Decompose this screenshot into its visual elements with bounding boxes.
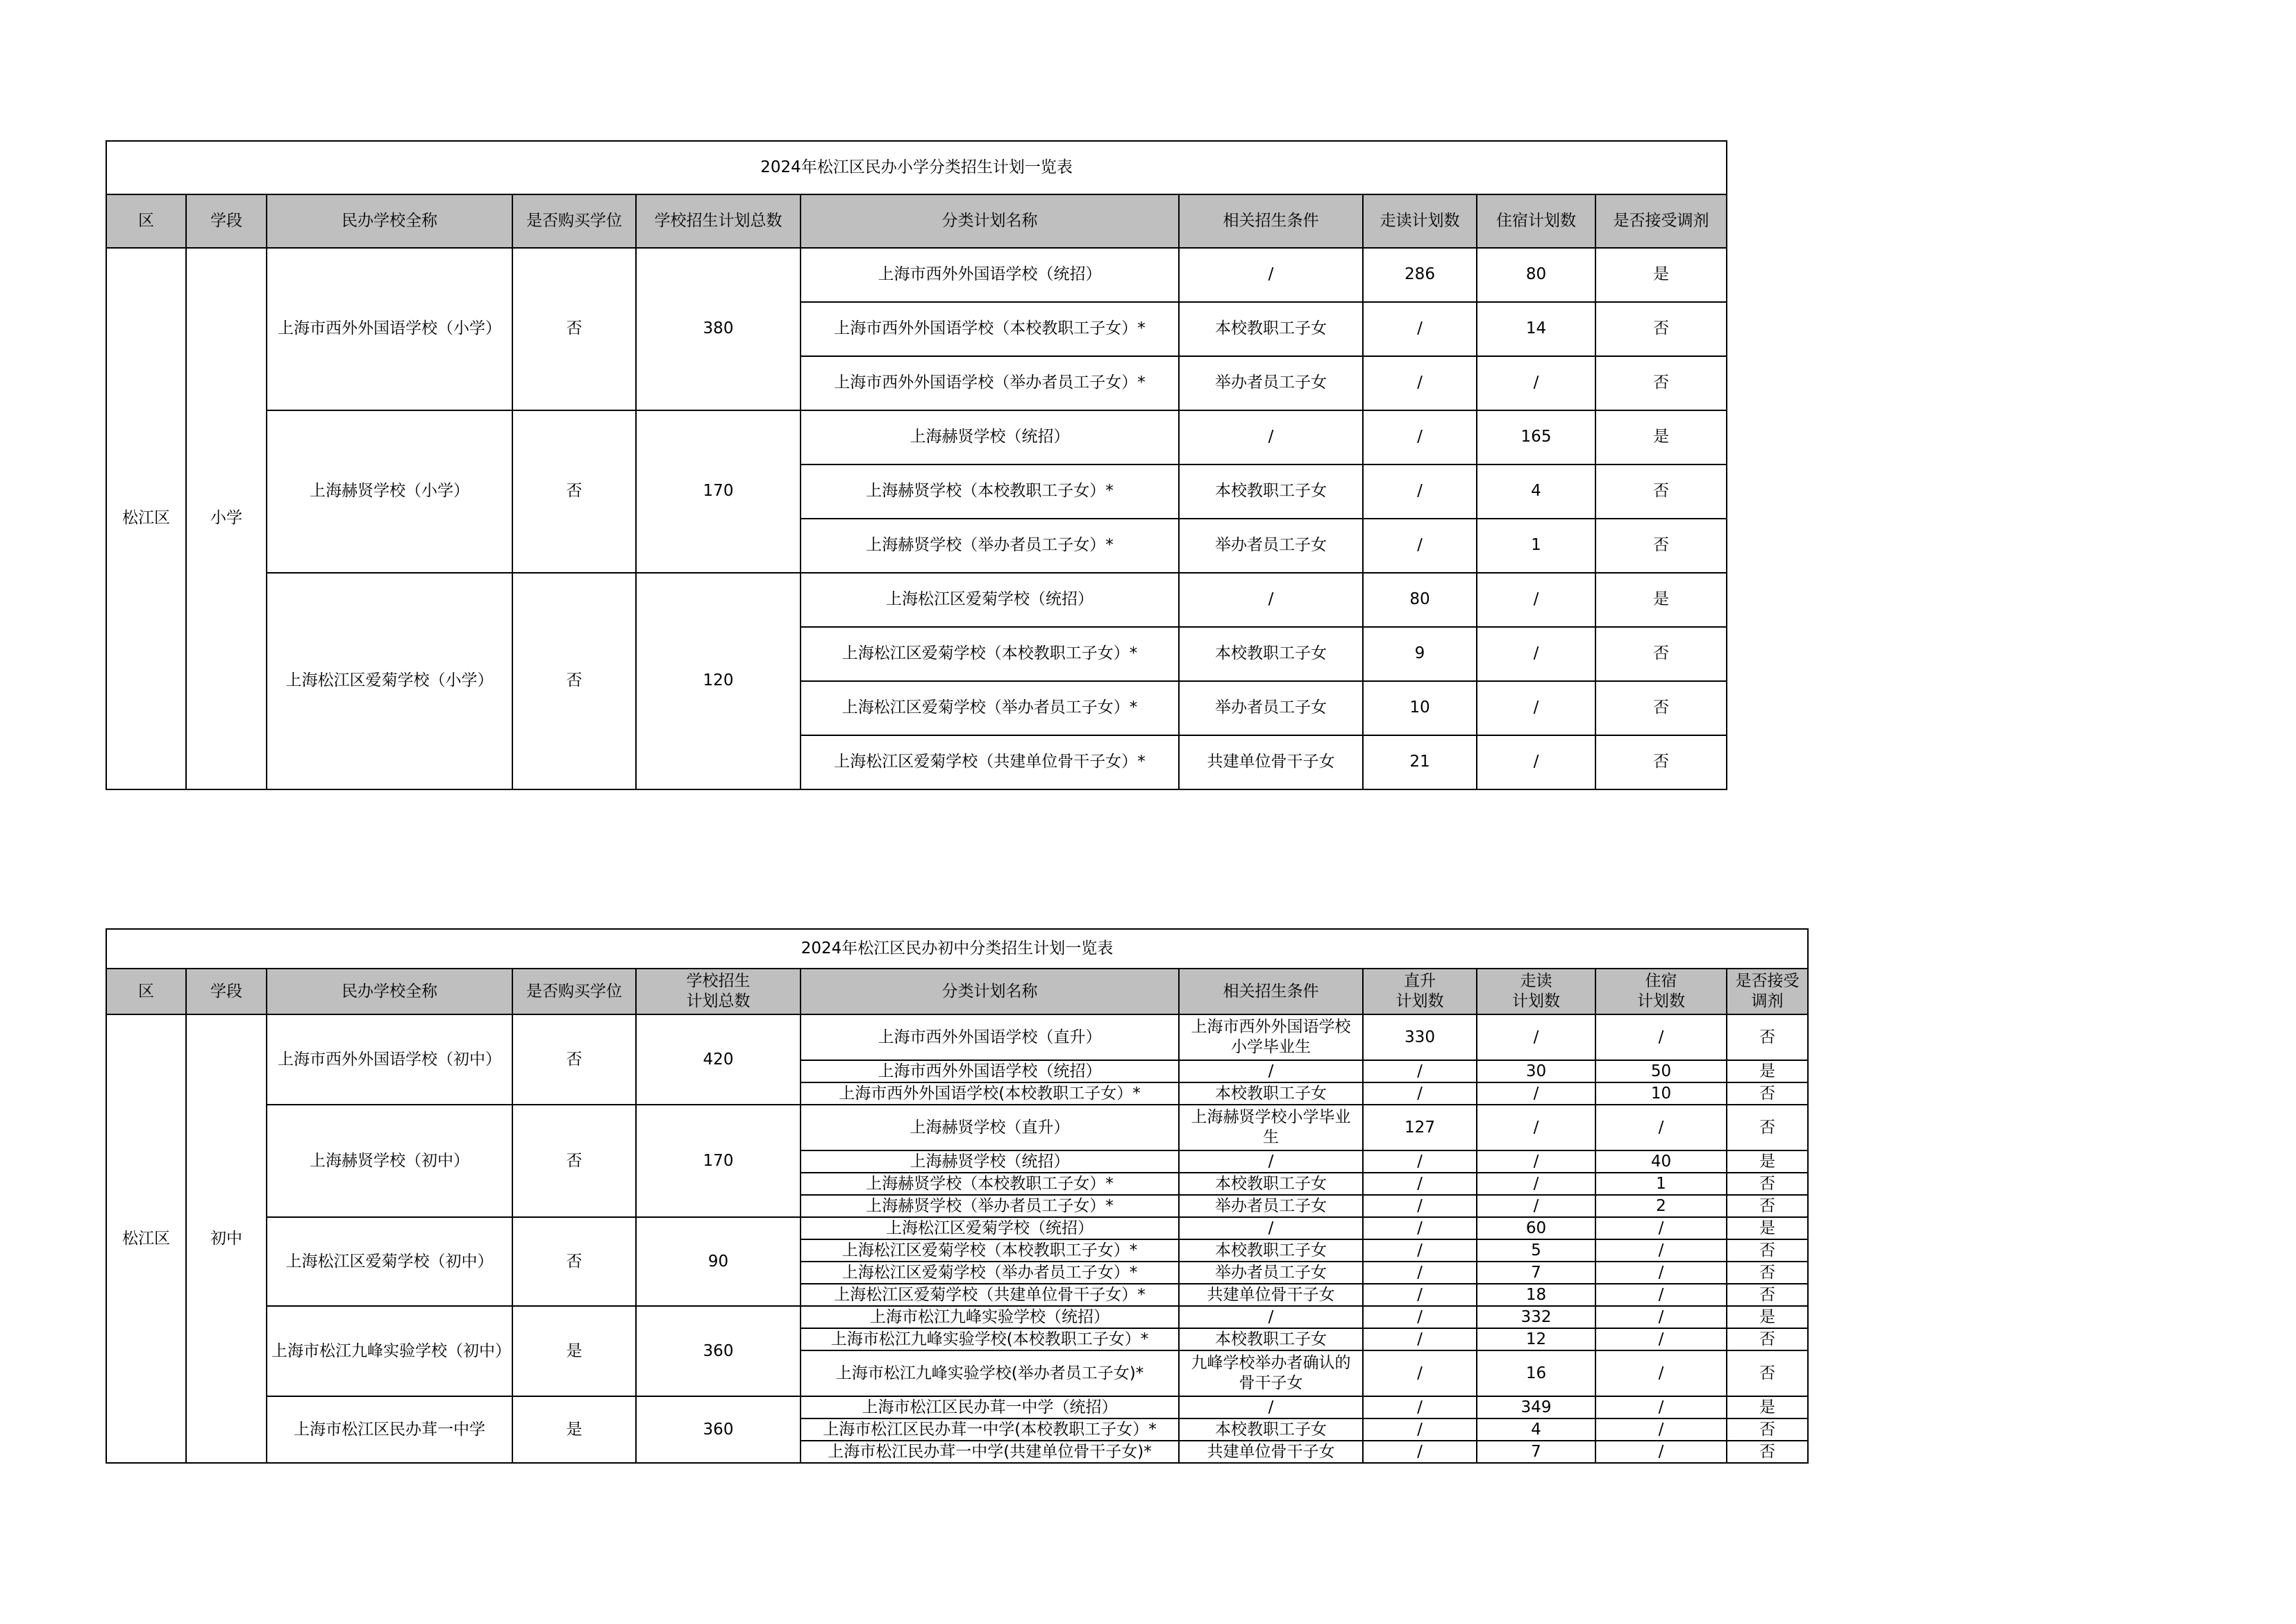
direct-plan-cell: / (1363, 1328, 1477, 1350)
adjust-cell: 否 (1727, 1239, 1808, 1262)
school-name-cell: 上海市西外外国语学校（小学） (267, 248, 512, 410)
boarding-plan-cell: / (1477, 573, 1595, 627)
column-header: 分类计划名称 (801, 194, 1179, 248)
plan-name-cell: 上海赫贤学校（举办者员工子女）* (801, 519, 1179, 573)
day-plan-cell: 10 (1363, 681, 1477, 735)
middle-plan-table (106, 928, 1809, 1464)
plan-name-cell: 上海赫贤学校（统招） (801, 410, 1179, 464)
condition-cell: / (1179, 1306, 1363, 1328)
condition-cell: 上海市西外外国语学校小学毕业生 (1179, 1014, 1363, 1060)
total-plan-cell: 120 (636, 573, 801, 789)
boarding-plan-cell: / (1595, 1418, 1727, 1441)
condition-cell: 本校教职工子女 (1179, 1239, 1363, 1262)
direct-plan-cell: / (1363, 1060, 1477, 1082)
table-row (106, 1306, 1808, 1328)
middle-header-row (106, 969, 1808, 1014)
school-name-cell: 上海市西外外国语学校（初中） (267, 1014, 512, 1105)
district-cell: 松江区 (106, 1014, 186, 1463)
column-header: 学校招生计划总数 (636, 194, 801, 248)
day-plan-cell: 5 (1477, 1239, 1595, 1262)
buy-seat-cell: 否 (512, 573, 636, 789)
condition-cell: 共建单位骨干子女 (1179, 735, 1363, 789)
direct-plan-cell: / (1363, 1239, 1477, 1262)
adjust-cell: 否 (1727, 1418, 1808, 1441)
boarding-plan-cell: / (1595, 1396, 1727, 1418)
adjust-cell: 否 (1595, 356, 1727, 410)
plan-name-cell: 上海松江区爱菊学校（统招） (801, 573, 1179, 627)
adjust-cell: 是 (1727, 1060, 1808, 1082)
plan-name-cell: 上海市西外外国语学校（统招） (801, 1060, 1179, 1082)
direct-plan-cell: / (1363, 1217, 1477, 1239)
adjust-cell: 是 (1727, 1306, 1808, 1328)
day-plan-cell: / (1363, 519, 1477, 573)
day-plan-cell: / (1363, 356, 1477, 410)
buy-seat-cell: 是 (512, 1306, 636, 1396)
primary-plan-table (106, 140, 1727, 790)
plan-name-cell: 上海市西外外国语学校（本校教职工子女）* (801, 302, 1179, 356)
day-plan-cell: / (1477, 1014, 1595, 1060)
district-cell: 松江区 (106, 248, 186, 789)
column-header: 住宿计划数 (1477, 194, 1595, 248)
buy-seat-cell: 否 (512, 1014, 636, 1105)
day-plan-cell: / (1477, 1082, 1595, 1105)
middle-table-title: 2024年松江区民办初中分类招生计划一览表 (106, 929, 1808, 969)
boarding-plan-cell: / (1595, 1350, 1727, 1396)
direct-plan-cell: / (1363, 1150, 1477, 1173)
adjust-cell: 否 (1595, 464, 1727, 519)
direct-plan-cell: / (1363, 1262, 1477, 1284)
day-plan-cell: 4 (1477, 1418, 1595, 1441)
adjust-cell: 否 (1595, 735, 1727, 789)
condition-cell: / (1179, 410, 1363, 464)
condition-cell: 举办者员工子女 (1179, 1262, 1363, 1284)
direct-plan-cell: / (1363, 1195, 1477, 1217)
boarding-plan-cell: / (1477, 681, 1595, 735)
table-row (106, 1396, 1808, 1418)
boarding-plan-cell: 40 (1595, 1150, 1727, 1173)
boarding-plan-cell: / (1477, 627, 1595, 681)
day-plan-cell: / (1363, 302, 1477, 356)
buy-seat-cell: 是 (512, 1396, 636, 1463)
adjust-cell: 是 (1595, 573, 1727, 627)
boarding-plan-cell: 10 (1595, 1082, 1727, 1105)
condition-cell: 本校教职工子女 (1179, 1328, 1363, 1350)
buy-seat-cell: 否 (512, 248, 636, 410)
column-header: 相关招生条件 (1179, 194, 1363, 248)
boarding-plan-cell: / (1595, 1239, 1727, 1262)
plan-name-cell: 上海市松江九峰实验学校(本校教职工子女）* (801, 1328, 1179, 1350)
plan-name-cell: 上海赫贤学校（举办者员工子女）* (801, 1195, 1179, 1217)
column-header: 住宿 计划数 (1595, 969, 1727, 1014)
condition-cell: 本校教职工子女 (1179, 464, 1363, 519)
adjust-cell: 否 (1595, 681, 1727, 735)
school-name-cell: 上海松江区爱菊学校（小学） (267, 573, 512, 789)
boarding-plan-cell: / (1595, 1105, 1727, 1150)
boarding-plan-cell: / (1595, 1014, 1727, 1060)
plan-name-cell: 上海市西外外国语学校（直升） (801, 1014, 1179, 1060)
direct-plan-cell: / (1363, 1173, 1477, 1195)
condition-cell: 举办者员工子女 (1179, 519, 1363, 573)
condition-cell: / (1179, 1060, 1363, 1082)
adjust-cell: 是 (1595, 410, 1727, 464)
plan-name-cell: 上海松江区爱菊学校（本校教职工子女）* (801, 1239, 1179, 1262)
direct-plan-cell: / (1363, 1418, 1477, 1441)
column-header: 民办学校全称 (267, 194, 512, 248)
adjust-cell: 否 (1727, 1173, 1808, 1195)
stage-cell: 初中 (186, 1014, 267, 1463)
condition-cell: 本校教职工子女 (1179, 1418, 1363, 1441)
day-plan-cell: 16 (1477, 1350, 1595, 1396)
adjust-cell: 否 (1595, 302, 1727, 356)
boarding-plan-cell: / (1595, 1306, 1727, 1328)
day-plan-cell: / (1363, 464, 1477, 519)
boarding-plan-cell: / (1595, 1441, 1727, 1463)
day-plan-cell: 349 (1477, 1396, 1595, 1418)
day-plan-cell: / (1477, 1195, 1595, 1217)
plan-name-cell: 上海赫贤学校（直升） (801, 1105, 1179, 1150)
direct-plan-cell: 330 (1363, 1014, 1477, 1060)
condition-cell: 举办者员工子女 (1179, 356, 1363, 410)
school-name-cell: 上海赫贤学校（小学） (267, 410, 512, 573)
column-header: 是否接受 调剂 (1727, 969, 1808, 1014)
direct-plan-cell: / (1363, 1082, 1477, 1105)
adjust-cell: 是 (1727, 1150, 1808, 1173)
boarding-plan-cell: 4 (1477, 464, 1595, 519)
plan-name-cell: 上海市松江民办茸一中学(共建单位骨干子女)* (801, 1441, 1179, 1463)
boarding-plan-cell: / (1477, 356, 1595, 410)
day-plan-cell: 21 (1363, 735, 1477, 789)
day-plan-cell: 286 (1363, 248, 1477, 302)
adjust-cell: 否 (1727, 1441, 1808, 1463)
table-row (106, 1105, 1808, 1150)
buy-seat-cell: 否 (512, 410, 636, 573)
column-header: 走读计划数 (1363, 194, 1477, 248)
plan-name-cell: 上海松江区爱菊学校（共建单位骨干子女）* (801, 1284, 1179, 1306)
day-plan-cell: / (1477, 1173, 1595, 1195)
total-plan-cell: 380 (636, 248, 801, 410)
plan-name-cell: 上海松江区爱菊学校（本校教职工子女）* (801, 627, 1179, 681)
column-header: 是否购买学位 (512, 969, 636, 1014)
condition-cell: 举办者员工子女 (1179, 1195, 1363, 1217)
boarding-plan-cell: / (1595, 1217, 1727, 1239)
boarding-plan-cell: 2 (1595, 1195, 1727, 1217)
column-header: 相关招生条件 (1179, 969, 1363, 1014)
boarding-plan-cell: 1 (1595, 1173, 1727, 1195)
plan-name-cell: 上海市松江区民办茸一中学(本校教职工子女）* (801, 1418, 1179, 1441)
day-plan-cell: 60 (1477, 1217, 1595, 1239)
column-header: 走读 计划数 (1477, 969, 1595, 1014)
school-name-cell: 上海市松江九峰实验学校（初中） (267, 1306, 512, 1396)
column-header: 学段 (186, 194, 267, 248)
table-row (106, 1014, 1808, 1060)
boarding-plan-cell: 50 (1595, 1060, 1727, 1082)
condition-cell: / (1179, 248, 1363, 302)
condition-cell: 共建单位骨干子女 (1179, 1284, 1363, 1306)
total-plan-cell: 420 (636, 1014, 801, 1105)
buy-seat-cell: 否 (512, 1217, 636, 1306)
day-plan-cell: / (1477, 1150, 1595, 1173)
adjust-cell: 否 (1727, 1328, 1808, 1350)
total-plan-cell: 360 (636, 1306, 801, 1396)
total-plan-cell: 170 (636, 1105, 801, 1217)
day-plan-cell: 12 (1477, 1328, 1595, 1350)
boarding-plan-cell: / (1595, 1284, 1727, 1306)
day-plan-cell: 332 (1477, 1306, 1595, 1328)
condition-cell: / (1179, 573, 1363, 627)
condition-cell: 本校教职工子女 (1179, 1173, 1363, 1195)
plan-name-cell: 上海松江区爱菊学校（举办者员工子女）* (801, 681, 1179, 735)
column-header: 学段 (186, 969, 267, 1014)
school-name-cell: 上海松江区爱菊学校（初中） (267, 1217, 512, 1306)
boarding-plan-cell: / (1595, 1328, 1727, 1350)
condition-cell: / (1179, 1217, 1363, 1239)
table-row (106, 248, 1727, 302)
column-header: 是否购买学位 (512, 194, 636, 248)
adjust-cell: 否 (1595, 627, 1727, 681)
day-plan-cell: 80 (1363, 573, 1477, 627)
condition-cell: / (1179, 1150, 1363, 1173)
plan-name-cell: 上海赫贤学校（本校教职工子女）* (801, 1173, 1179, 1195)
day-plan-cell: 9 (1363, 627, 1477, 681)
condition-cell: / (1179, 1396, 1363, 1418)
direct-plan-cell: / (1363, 1284, 1477, 1306)
plan-name-cell: 上海松江区爱菊学校（举办者员工子女）* (801, 1262, 1179, 1284)
column-header: 区 (106, 969, 186, 1014)
direct-plan-cell: 127 (1363, 1105, 1477, 1150)
table-row (106, 410, 1727, 464)
column-header: 是否接受调剂 (1595, 194, 1727, 248)
primary-table-title: 2024年松江区民办小学分类招生计划一览表 (106, 141, 1727, 194)
plan-name-cell: 上海赫贤学校（本校教职工子女）* (801, 464, 1179, 519)
condition-cell: 本校教职工子女 (1179, 302, 1363, 356)
adjust-cell: 否 (1727, 1105, 1808, 1150)
plan-name-cell: 上海赫贤学校（统招） (801, 1150, 1179, 1173)
adjust-cell: 否 (1727, 1350, 1808, 1396)
adjust-cell: 否 (1727, 1195, 1808, 1217)
direct-plan-cell: / (1363, 1396, 1477, 1418)
day-plan-cell: / (1477, 1105, 1595, 1150)
boarding-plan-cell: 14 (1477, 302, 1595, 356)
column-header: 区 (106, 194, 186, 248)
plan-name-cell: 上海松江区爱菊学校（共建单位骨干子女）* (801, 735, 1179, 789)
adjust-cell: 否 (1595, 519, 1727, 573)
school-name-cell: 上海市松江区民办茸一中学 (267, 1396, 512, 1463)
plan-name-cell: 上海市西外外国语学校(本校教职工子女）* (801, 1082, 1179, 1105)
direct-plan-cell: / (1363, 1350, 1477, 1396)
adjust-cell: 是 (1727, 1217, 1808, 1239)
condition-cell: 本校教职工子女 (1179, 1082, 1363, 1105)
boarding-plan-cell: / (1477, 735, 1595, 789)
direct-plan-cell: / (1363, 1306, 1477, 1328)
boarding-plan-cell: 165 (1477, 410, 1595, 464)
boarding-plan-cell: / (1595, 1262, 1727, 1284)
condition-cell: 九峰学校举办者确认的骨干子女 (1179, 1350, 1363, 1396)
plan-name-cell: 上海市西外外国语学校（统招） (801, 248, 1179, 302)
table-row (106, 573, 1727, 627)
boarding-plan-cell: 1 (1477, 519, 1595, 573)
plan-name-cell: 上海市西外外国语学校（举办者员工子女）* (801, 356, 1179, 410)
adjust-cell: 是 (1595, 248, 1727, 302)
school-name-cell: 上海赫贤学校（初中） (267, 1105, 512, 1217)
boarding-plan-cell: 80 (1477, 248, 1595, 302)
adjust-cell: 否 (1727, 1014, 1808, 1060)
day-plan-cell: 18 (1477, 1284, 1595, 1306)
condition-cell: 本校教职工子女 (1179, 627, 1363, 681)
primary-header-row (106, 194, 1727, 248)
day-plan-cell: 7 (1477, 1262, 1595, 1284)
column-header: 民办学校全称 (267, 969, 512, 1014)
day-plan-cell: / (1363, 410, 1477, 464)
total-plan-cell: 90 (636, 1217, 801, 1306)
stage-cell: 小学 (186, 248, 267, 789)
condition-cell: 上海赫贤学校小学毕业生 (1179, 1105, 1363, 1150)
adjust-cell: 否 (1727, 1082, 1808, 1105)
plan-name-cell: 上海市松江区民办茸一中学（统招） (801, 1396, 1179, 1418)
column-header: 学校招生 计划总数 (636, 969, 801, 1014)
adjust-cell: 否 (1727, 1284, 1808, 1306)
day-plan-cell: 30 (1477, 1060, 1595, 1082)
total-plan-cell: 360 (636, 1396, 801, 1463)
plan-name-cell: 上海松江区爱菊学校（统招） (801, 1217, 1179, 1239)
column-header: 分类计划名称 (801, 969, 1179, 1014)
adjust-cell: 是 (1727, 1396, 1808, 1418)
column-header: 直升 计划数 (1363, 969, 1477, 1014)
total-plan-cell: 170 (636, 410, 801, 573)
buy-seat-cell: 否 (512, 1105, 636, 1217)
table-row (106, 1217, 1808, 1239)
day-plan-cell: 7 (1477, 1441, 1595, 1463)
adjust-cell: 否 (1727, 1262, 1808, 1284)
condition-cell: 共建单位骨干子女 (1179, 1441, 1363, 1463)
plan-name-cell: 上海市松江九峰实验学校（统招） (801, 1306, 1179, 1328)
direct-plan-cell: / (1363, 1441, 1477, 1463)
plan-name-cell: 上海市松江九峰实验学校(举办者员工子女)* (801, 1350, 1179, 1396)
condition-cell: 举办者员工子女 (1179, 681, 1363, 735)
